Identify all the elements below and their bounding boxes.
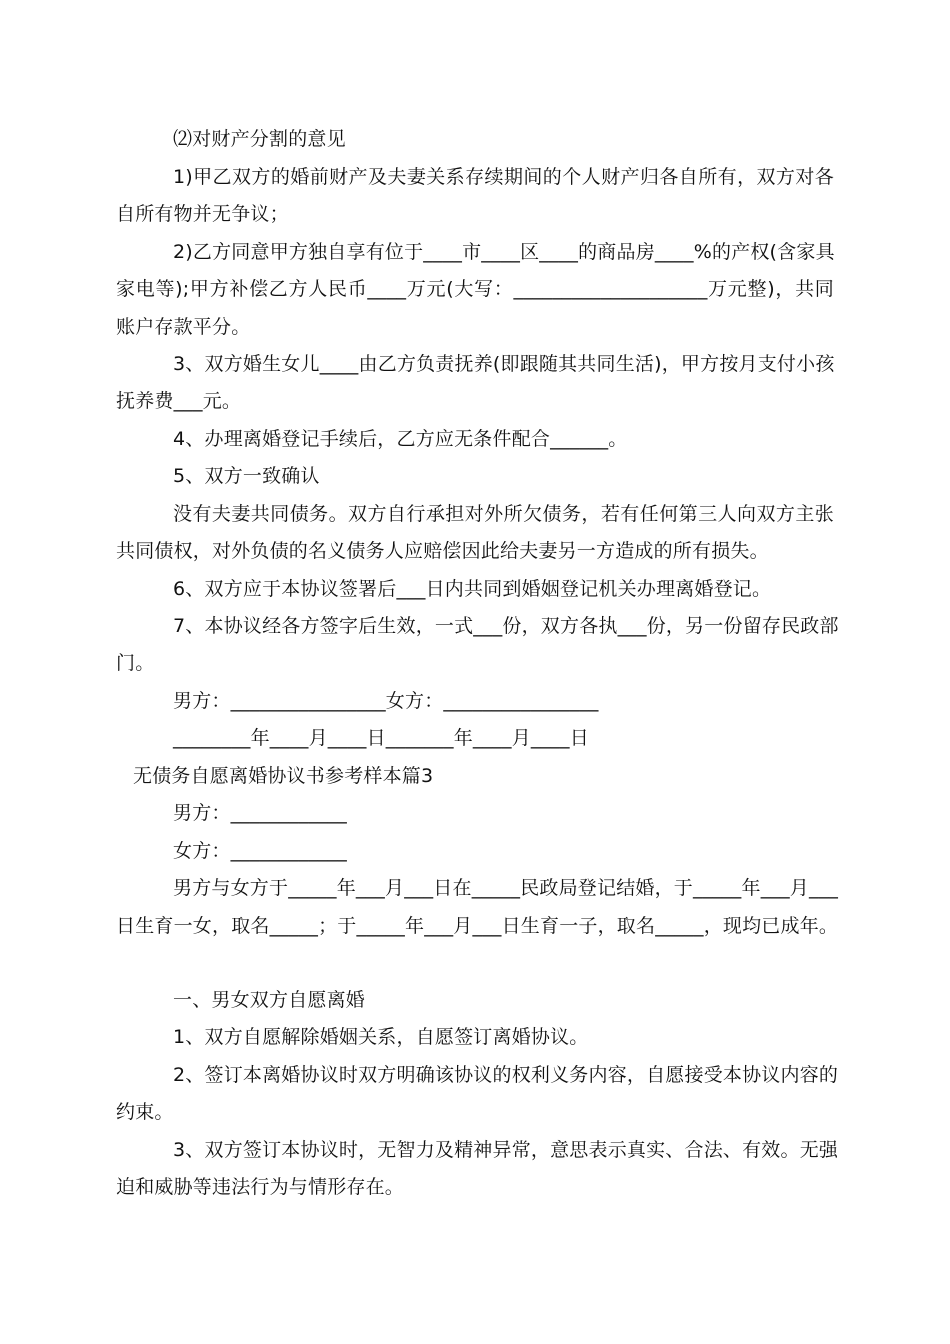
section-title: 无债务自愿离婚协议书参考样本篇3	[133, 765, 434, 787]
paragraph-line: 男方与女方于_____年___月___日在_____民政局登记结婚，于_____年___月___	[173, 877, 839, 899]
paragraph-line: 账户存款平分。	[116, 316, 251, 338]
paragraph-line: 抚养费___元。	[116, 390, 242, 412]
paragraph-line: 日生育一女，取名_____；于_____年___月___日生育一子，取名_____，现均已成年。	[116, 915, 839, 937]
paragraph-line: 2、签订本离婚协议时双方明确该协议的权利义务内容，自愿接受本协议内容的	[173, 1064, 839, 1086]
paragraph-line: 4、办理离婚登记手续后，乙方应无条件配合______。	[173, 428, 628, 450]
paragraph-line: 约束。	[116, 1101, 174, 1123]
paragraph-line: 3、双方签订本协议时，无智力及精神异常，意思表示真实、合法、有效。无强	[173, 1139, 839, 1161]
female-party-line: 女方：____________	[173, 840, 348, 862]
paragraph-line: 门。	[116, 652, 155, 674]
paragraph-line: 3、双方婚生女儿____由乙方负责抚养(即跟随其共同生活)，甲方按月支付小孩	[173, 353, 835, 375]
paragraph-line: 6、双方应于本协议签署后___日内共同到婚姻登记机关办理离婚登记。	[173, 578, 772, 600]
signature-line: 男方：________________女方：________________	[173, 690, 599, 712]
paragraph-line: 共同债权，对外负债的名义债务人应赔偿因此给夫妻另一方造成的所有损失。	[116, 540, 769, 562]
paragraph-line: 1)甲乙双方的婚前财产及夫妻关系存续期间的个人财产归各自所有，双方对各	[173, 166, 834, 188]
paragraph-line: 5、双方一致确认	[173, 465, 320, 487]
paragraph-line: 7、本协议经各方签字后生效，一式___份，双方各执___份，另一份留存民政部	[173, 615, 839, 637]
male-party-line: 男方：____________	[173, 802, 348, 824]
paragraph-line: 1、双方自愿解除婚姻关系，自愿签订离婚协议。	[173, 1026, 589, 1048]
paragraph-line: 2)乙方同意甲方独自享有位于____市____区____的商品房____%的产权(含家具	[173, 241, 835, 263]
paragraph-line: 没有夫妻共同债务。双方自行承担对外所欠债务，若有任何第三人向双方主张	[173, 503, 834, 525]
clause-heading: 一、男女双方自愿离婚	[173, 989, 366, 1011]
paragraph-line: 迫和威胁等违法行为与情形存在。	[116, 1176, 405, 1198]
paragraph-line: 家电等);甲方补偿乙方人民币____万元(大写：____________________万元整)，共同	[116, 278, 834, 300]
property-division-heading: ⑵对财产分割的意见	[173, 128, 346, 150]
date-line: ________年____月____日_______年____月____日	[173, 727, 589, 749]
paragraph-line: 自所有物并无争议；	[116, 203, 289, 225]
